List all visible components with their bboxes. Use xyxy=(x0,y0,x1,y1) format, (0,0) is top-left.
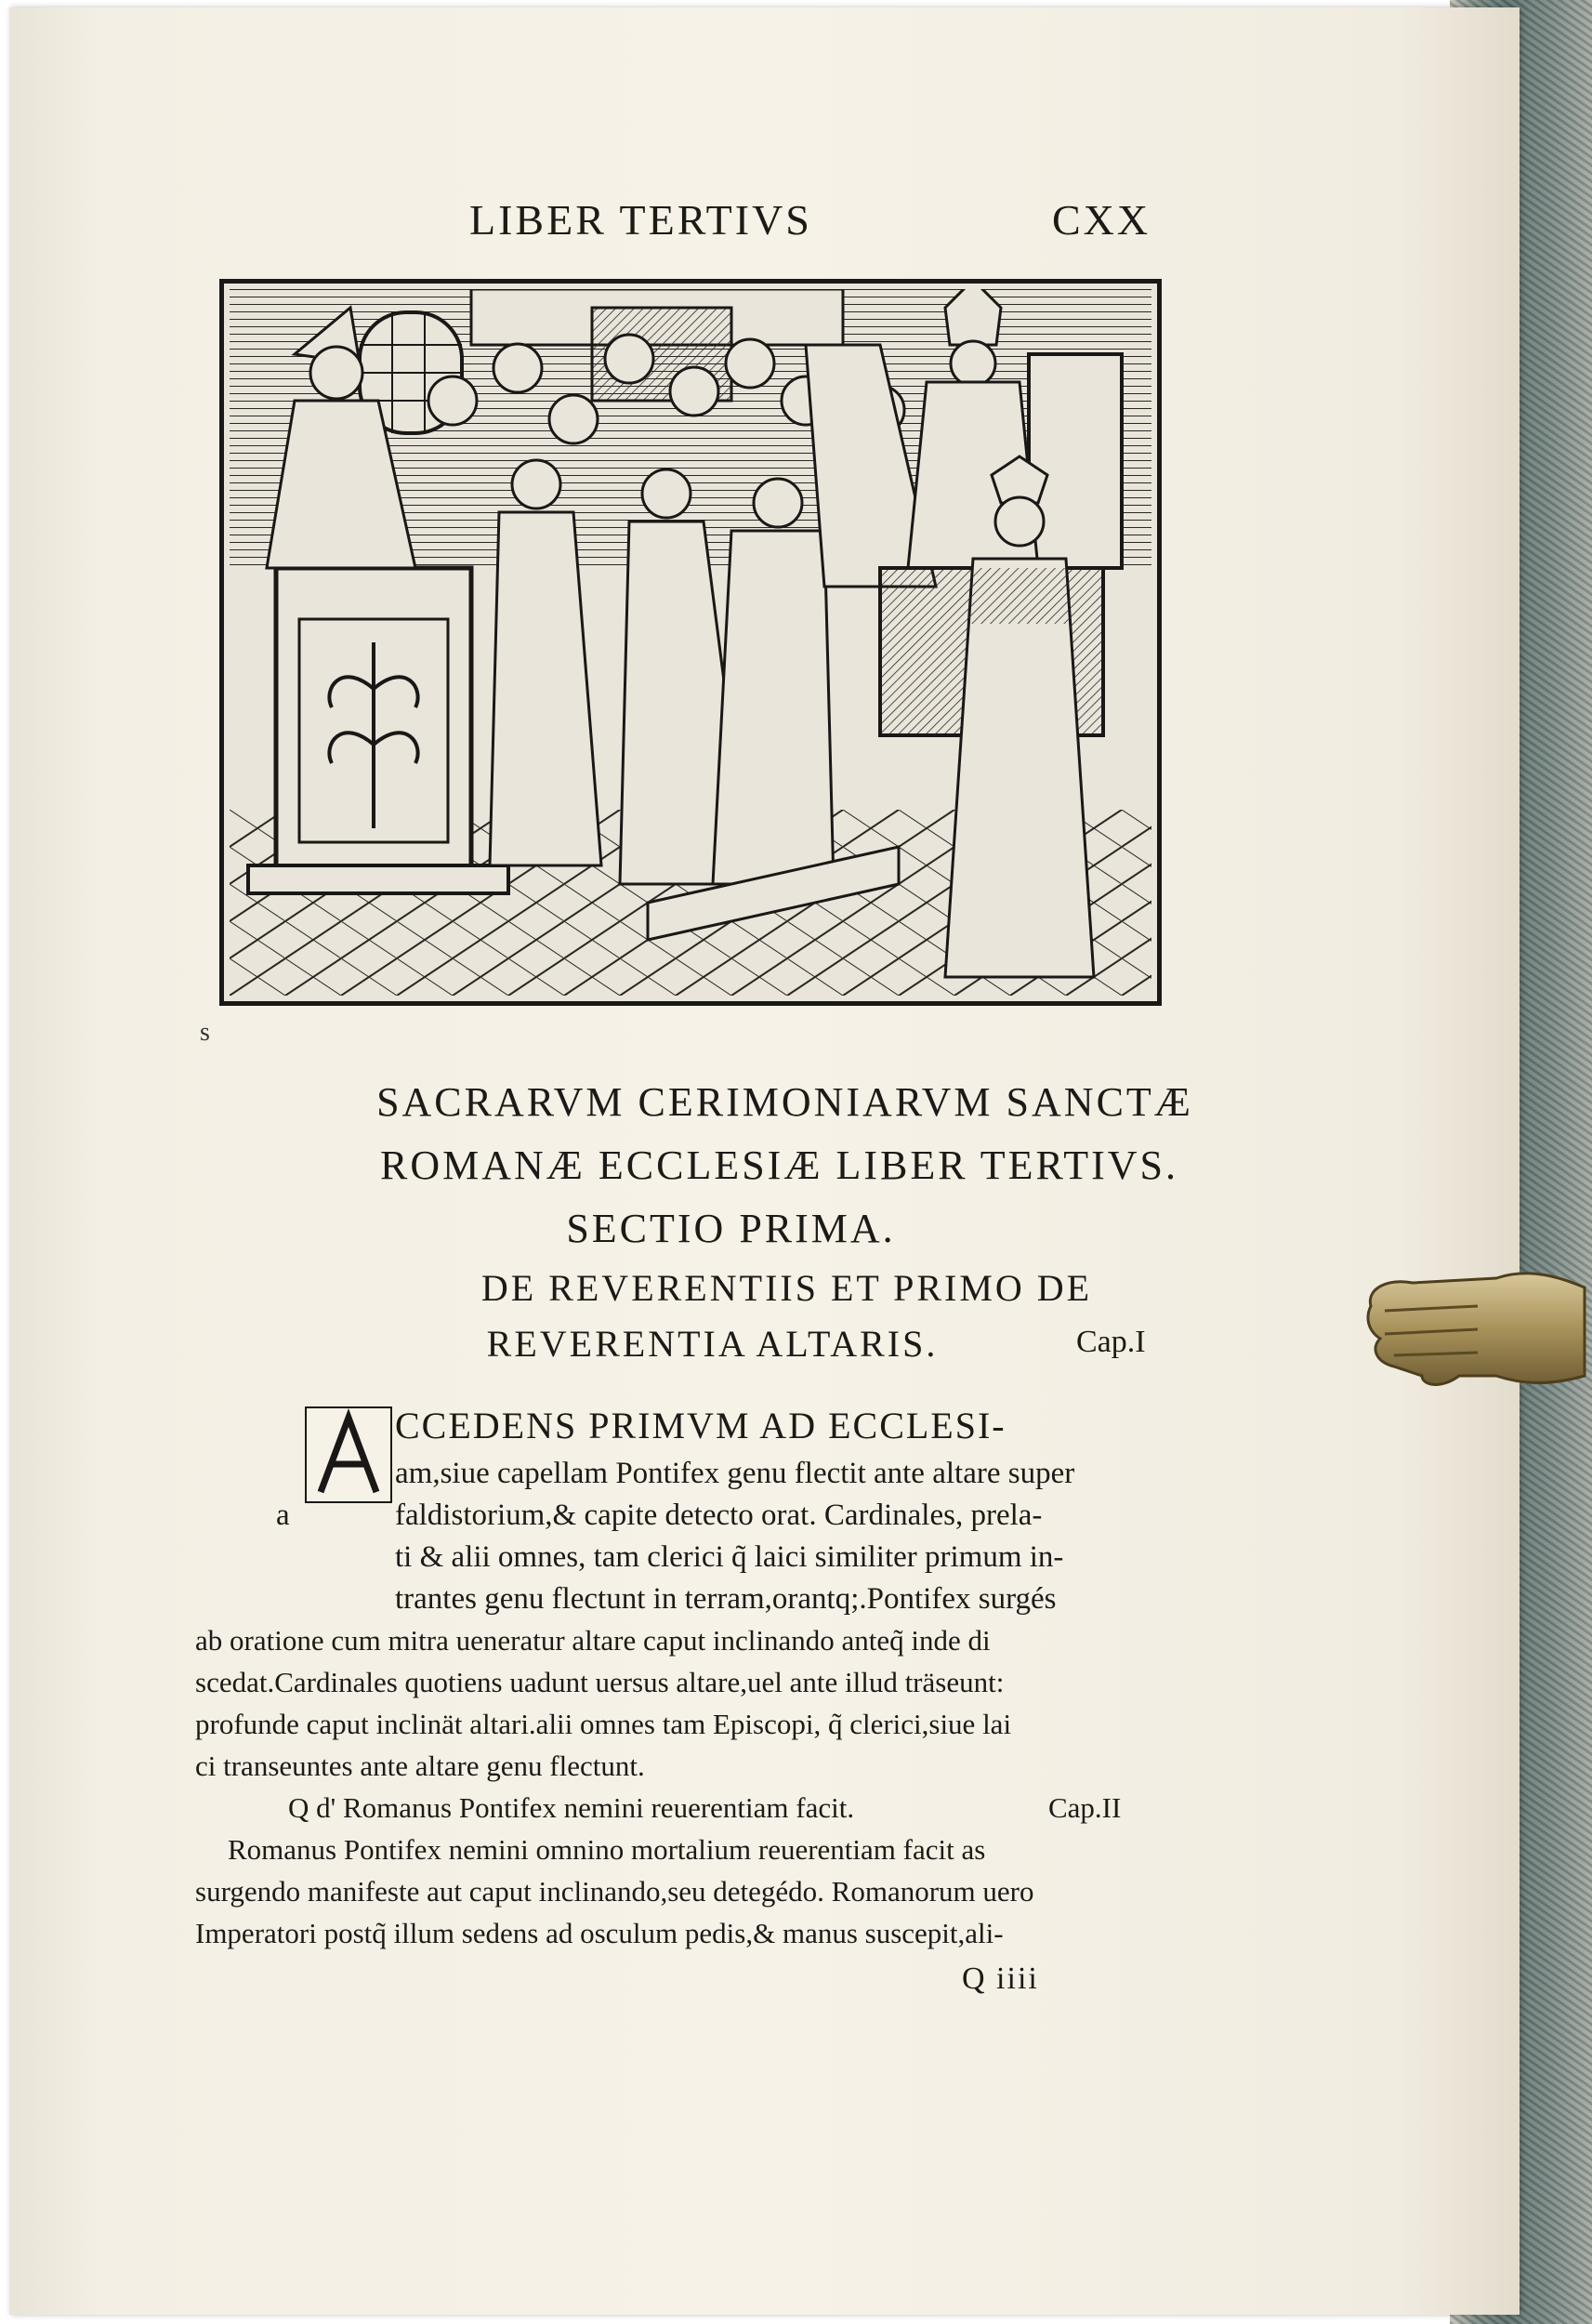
hand-clip-icon xyxy=(1357,1236,1592,1413)
chapter-2-line-2: surgendo manifeste aut caput inclinando,seu detegédo. Romanorum uero xyxy=(195,1875,1034,1908)
body-line-5: trantes genu flectunt in terram,orantq;.Pontifex surgés xyxy=(395,1582,1057,1616)
body-line-9: ci transeuntes ante altare genu flectunt. xyxy=(195,1750,645,1782)
signature-mark: Q iiii xyxy=(962,1961,1039,1996)
chapter-2-number: Cap.II xyxy=(1048,1791,1122,1824)
body-line-8: profunde caput inclinät altari.alii omnes tam Episcopi, q̃ clerici,siue lai xyxy=(195,1708,1012,1740)
margin-mark: s xyxy=(200,1018,210,1047)
running-head-title: LIBER TERTIVS xyxy=(469,196,812,244)
chapter-title-line-1: DE REVERENTIIS ET PRIMO DE xyxy=(480,1267,1093,1309)
section-heading: SECTIO PRIMA. xyxy=(566,1206,896,1251)
heading-line-2: ROMANÆ ECCLESIÆ LIBER TERTIVS. xyxy=(379,1142,1179,1188)
body-line-6: ab oratione cum mitra ueneratur altare caput inclinando anteq̃ inde di xyxy=(195,1624,991,1657)
heading-line-1: SACRARVM CERIMONIARVM SANCTÆ xyxy=(376,1079,1193,1125)
folio-number: CXX xyxy=(1052,196,1151,244)
running-head xyxy=(0,195,1592,251)
body-line-1: CCEDENS PRIMVM AD ECCLESI- xyxy=(395,1405,1007,1446)
chapter-title-line-2: REVERENTIA ALTARIS. xyxy=(486,1323,939,1365)
drop-cap-icon xyxy=(302,1404,395,1506)
chapter-2-line-3: Imperatori postq̃ illum sedens ad osculum pedis,& manus suscepit,ali- xyxy=(195,1917,1004,1949)
body-line-7: scedat.Cardinales quotiens uadunt uersus altare,uel ante illud träseunt: xyxy=(195,1666,1005,1698)
body-line-3: faldistorium,& capite detecto orat. Cardinales, prela- xyxy=(395,1499,1043,1532)
margin-letter: a xyxy=(276,1499,290,1532)
body-line-2: am,siue capellam Pontifex genu flectit ante altare super xyxy=(395,1457,1075,1490)
chapter-2-line-1: Romanus Pontifex nemini omnino mortalium reuerentiam facit as xyxy=(228,1833,986,1866)
woodcut-illustration-icon xyxy=(230,289,1151,996)
woodcut-frame xyxy=(219,279,1162,1006)
chapter-number: Cap.I xyxy=(1076,1325,1146,1359)
chapter-2-title: Q d' Romanus Pontifex nemini reuerentiam facit. xyxy=(288,1791,855,1824)
body-line-4: ti & alii omnes, tam clerici q̃ laici similiter primum in- xyxy=(395,1540,1064,1574)
